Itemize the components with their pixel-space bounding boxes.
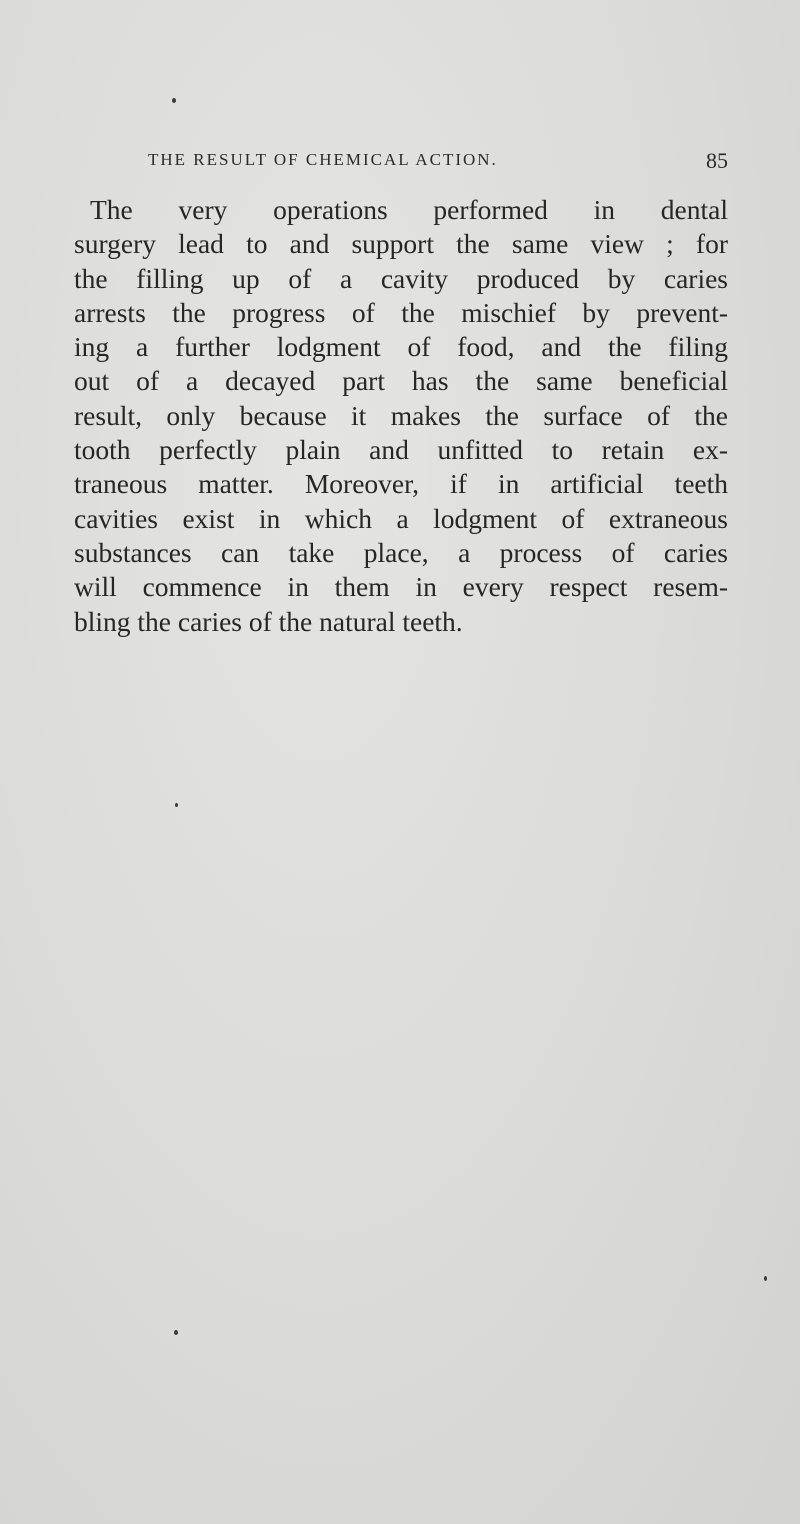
ink-speck xyxy=(764,1276,767,1281)
text-line: surgery lead to and support the same view ; for xyxy=(74,228,728,260)
text-line: arrests the progress of the mischief by prevent- xyxy=(74,296,728,328)
text-line: out of a decayed part has the same beneficial xyxy=(74,365,728,397)
running-title: THE RESULT OF CHEMICAL ACTION. xyxy=(148,150,498,169)
text-line: The very operations performed in dental xyxy=(90,194,728,225)
ink-speck xyxy=(174,1330,178,1335)
text-line: bling the caries of the natural teeth. xyxy=(74,605,463,637)
text-line: the filling up of a cavity produced by caries xyxy=(74,262,728,294)
text-line: substances can take place, a process of caries xyxy=(74,536,728,568)
page-number: 85 xyxy=(706,148,728,173)
text-line: will commence in them in every respect resem- xyxy=(74,571,728,603)
text-line: ing a further lodgment of food, and the filing xyxy=(74,331,728,363)
text-line: traneous matter. Moreover, if in artificial teeth xyxy=(74,468,728,500)
text-line: tooth perfectly plain and unfitted to retain ex- xyxy=(74,434,728,466)
running-head xyxy=(148,150,728,180)
ink-speck xyxy=(175,803,178,807)
body-paragraph xyxy=(74,193,728,639)
ink-speck xyxy=(172,98,176,103)
text-line: cavities exist in which a lodgment of extraneous xyxy=(74,502,728,534)
text-line: result, only because it makes the surface of the xyxy=(74,399,728,431)
